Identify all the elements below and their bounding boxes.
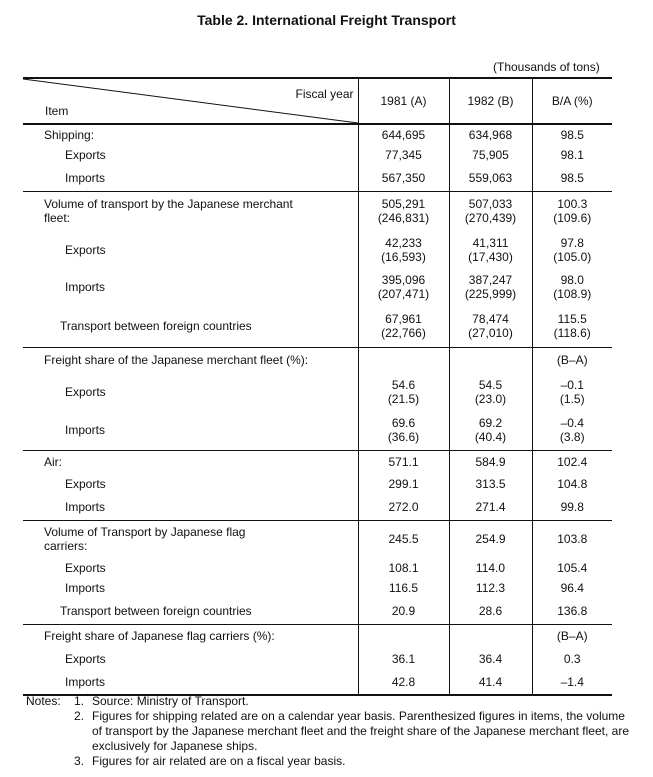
row-label — [23, 520, 358, 558]
cell-ratio: 136.8 — [532, 598, 612, 624]
note-item — [26, 709, 636, 754]
value-japanese-ships: (118.6) — [553, 325, 591, 340]
table-row — [23, 124, 612, 145]
value-japanese-ships: (3.8) — [559, 429, 585, 444]
cell-ratio: 98.1 — [560, 148, 584, 162]
cell-ratio: 98.5 — [560, 128, 584, 142]
cell-ratio — [532, 231, 612, 268]
row-label: Imports — [23, 165, 358, 191]
cell-1982: 28.6 — [449, 598, 532, 624]
value-japanese-ships: (27,010) — [468, 325, 513, 340]
note-number: 3. — [74, 754, 85, 768]
table-row — [23, 191, 612, 231]
cell-ratio — [532, 373, 612, 410]
table-row — [23, 231, 612, 268]
cell-1982 — [449, 231, 532, 268]
table-row — [23, 473, 612, 494]
header-corner-cell — [23, 78, 358, 124]
row-label-line-2: fleet: — [44, 211, 71, 226]
row-label-line-2: carriers: — [44, 539, 88, 554]
cell-ratio: 102.4 — [557, 454, 588, 469]
value-japanese-ships: (21.5) — [387, 391, 420, 406]
row-label: Imports — [23, 494, 358, 520]
cell-1981: 245.5 — [358, 520, 449, 558]
cell-1981 — [358, 191, 449, 231]
row-label: Freight share of Japanese flag carriers (%): — [23, 624, 358, 648]
value: 54.5 — [478, 377, 503, 392]
cell-1982: 271.4 — [449, 494, 532, 520]
cell-1981: 116.5 — [358, 578, 449, 598]
note-number: 2. — [74, 709, 85, 723]
row-label: Exports — [23, 145, 358, 165]
row-label — [23, 191, 358, 231]
value-japanese-ships: (207,471) — [377, 286, 430, 301]
value-japanese-ships: (105.0) — [553, 249, 592, 264]
row-label: Exports — [23, 473, 358, 494]
cell-ratio — [532, 191, 612, 231]
cell-ratio: –1.4 — [532, 669, 612, 695]
value-japanese-ships: (16,593) — [381, 249, 426, 264]
row-label: Air: — [23, 450, 358, 473]
cell-1982: 114.0 — [449, 558, 532, 578]
value-japanese-ships: (40.4) — [474, 429, 507, 444]
value-japanese-ships: (22,766) — [381, 325, 426, 340]
table-row — [23, 165, 612, 191]
value: 97.8 — [560, 235, 584, 250]
table-row — [23, 598, 612, 624]
note-item — [26, 694, 636, 709]
note-text: Source: Ministry of Transport. — [92, 694, 249, 708]
col-header-1981: 1981 (A) — [358, 78, 449, 124]
fiscal-year-label: Fiscal year — [295, 87, 354, 101]
cell-1981: 644,695 — [358, 124, 449, 145]
cell-1981: 20.9 — [358, 598, 449, 624]
row-label: Transport between foreign countries — [23, 598, 358, 624]
table-row — [23, 520, 612, 558]
cell-1982: 36.4 — [449, 648, 532, 669]
value: –0.4 — [560, 415, 584, 430]
cell-1981 — [358, 347, 449, 373]
cell-1981: 272.0 — [358, 494, 449, 520]
row-label: Exports — [23, 648, 358, 669]
cell-1982: 634,968 — [449, 124, 532, 145]
value-japanese-ships: (246,831) — [377, 211, 430, 226]
row-label: Exports — [23, 373, 358, 410]
note-item — [26, 754, 636, 769]
cell-1981: 36.1 — [358, 648, 449, 669]
row-label: Exports — [23, 558, 358, 578]
row-label-line-1: Volume of transport by the Japanese merchant — [44, 197, 293, 212]
value: 507,033 — [468, 197, 513, 212]
cell-1981 — [358, 305, 449, 347]
header-row — [23, 78, 612, 124]
cell-ratio: 104.8 — [557, 476, 588, 491]
unit-label: (Thousands of tons) — [493, 60, 600, 74]
value: 115.5 — [557, 311, 587, 326]
row-label: Imports — [23, 578, 358, 598]
row-label-line-1: Volume of Transport by Japanese flag — [44, 525, 246, 540]
note-number: 1. — [74, 694, 85, 708]
cell-1982 — [449, 268, 532, 305]
cell-1981 — [358, 268, 449, 305]
value-japanese-ships: (225,999) — [464, 286, 517, 301]
cell-1982: 584.9 — [449, 450, 532, 473]
value-japanese-ships: (23.0) — [474, 391, 507, 406]
value: 67,961 — [385, 311, 422, 326]
diagonal-divider — [23, 79, 358, 125]
cell-1982: 254.9 — [449, 520, 532, 558]
table-row — [23, 305, 612, 347]
cell-ratio: 98.5 — [532, 165, 612, 191]
cell-1981: 299.1 — [358, 473, 449, 494]
table-row — [23, 669, 612, 695]
table-row — [23, 450, 612, 473]
cell-1982 — [449, 624, 532, 648]
note-text: Figures for air related are on a fiscal year basis. — [92, 754, 346, 768]
cell-ratio: 0.3 — [563, 651, 581, 666]
value: 54.6 — [391, 377, 416, 392]
table-title: Table 2. International Freight Transport — [197, 12, 456, 28]
notes-label: Notes: — [26, 694, 61, 708]
value: 42,233 — [385, 235, 422, 250]
cell-1982: 112.3 — [449, 578, 532, 598]
cell-1981 — [358, 410, 449, 450]
value: 69.6 — [391, 415, 416, 430]
value: 78,474 — [472, 311, 509, 326]
table-row — [23, 410, 612, 450]
table-row — [23, 373, 612, 410]
cell-1982 — [449, 305, 532, 347]
value-japanese-ships: (108.9) — [553, 286, 592, 301]
col-header-1982: 1982 (B) — [449, 78, 532, 124]
value: 505,291 — [381, 197, 426, 212]
row-label: Imports — [23, 410, 358, 450]
cell-ratio: 99.8 — [532, 494, 612, 520]
value: –0.1 — [560, 377, 584, 392]
table-row — [23, 268, 612, 305]
value-japanese-ships: (17,430) — [468, 249, 513, 264]
cell-ratio: 103.8 — [557, 532, 588, 547]
cell-ratio: 96.4 — [560, 581, 584, 595]
value: 69.2 — [478, 415, 503, 430]
freight-table — [23, 77, 612, 696]
cell-ratio: (B–A) — [556, 353, 588, 368]
value: 41,311 — [472, 235, 509, 250]
table-row — [23, 494, 612, 520]
cell-ratio — [532, 268, 612, 305]
table-row — [23, 347, 612, 373]
cell-1981: 42.8 — [358, 669, 449, 695]
table-row — [23, 648, 612, 669]
note-text: Figures for shipping related are on a calendar year basis. Parenthesized figures in items, the volume of transport by the Japanese merchant fleet and the freight share of the Japanese merchant fleet, are exclusively for Japanese ships. — [92, 709, 629, 753]
cell-1982 — [449, 347, 532, 373]
cell-1982 — [449, 373, 532, 410]
cell-1981 — [358, 231, 449, 268]
row-label: Imports — [23, 669, 358, 695]
cell-1982: 559,063 — [449, 165, 532, 191]
cell-1982: 75,905 — [449, 145, 532, 165]
value: 98.0 — [560, 272, 584, 287]
row-label: Imports — [23, 268, 358, 305]
cell-1981 — [358, 624, 449, 648]
value-japanese-ships: (36.6) — [387, 429, 420, 444]
table-row — [23, 145, 612, 165]
cell-1982 — [449, 191, 532, 231]
value-japanese-ships: (270,439) — [464, 211, 517, 226]
table-row — [23, 624, 612, 648]
value: 395,096 — [381, 272, 426, 287]
cell-1981 — [358, 373, 449, 410]
cell-1981: 567,350 — [358, 165, 449, 191]
cell-1981: 108.1 — [358, 558, 449, 578]
cell-1981: 77,345 — [358, 145, 449, 165]
row-label: Exports — [23, 231, 358, 268]
row-label: Transport between foreign countries — [23, 305, 358, 347]
cell-ratio — [532, 410, 612, 450]
table-row — [23, 578, 612, 598]
item-label: Item — [45, 104, 69, 118]
value-japanese-ships: (109.6) — [553, 211, 592, 226]
cell-ratio — [532, 305, 612, 347]
cell-ratio: 105.4 — [557, 561, 588, 575]
cell-1982 — [449, 410, 532, 450]
table-row — [23, 558, 612, 578]
cell-ratio: (B–A) — [556, 629, 588, 644]
row-label: Freight share of the Japanese merchant fleet (%): — [23, 347, 358, 373]
col-header-ratio: B/A (%) — [532, 78, 612, 124]
value: 100.3 — [557, 197, 588, 212]
cell-1982: 41.4 — [449, 669, 532, 695]
cell-1982: 313.5 — [449, 473, 532, 494]
row-label: Shipping: — [23, 124, 358, 145]
notes-section — [26, 694, 636, 769]
cell-1981: 571.1 — [358, 450, 449, 473]
value-japanese-ships: (1.5) — [559, 391, 585, 406]
value: 387,247 — [468, 272, 513, 287]
